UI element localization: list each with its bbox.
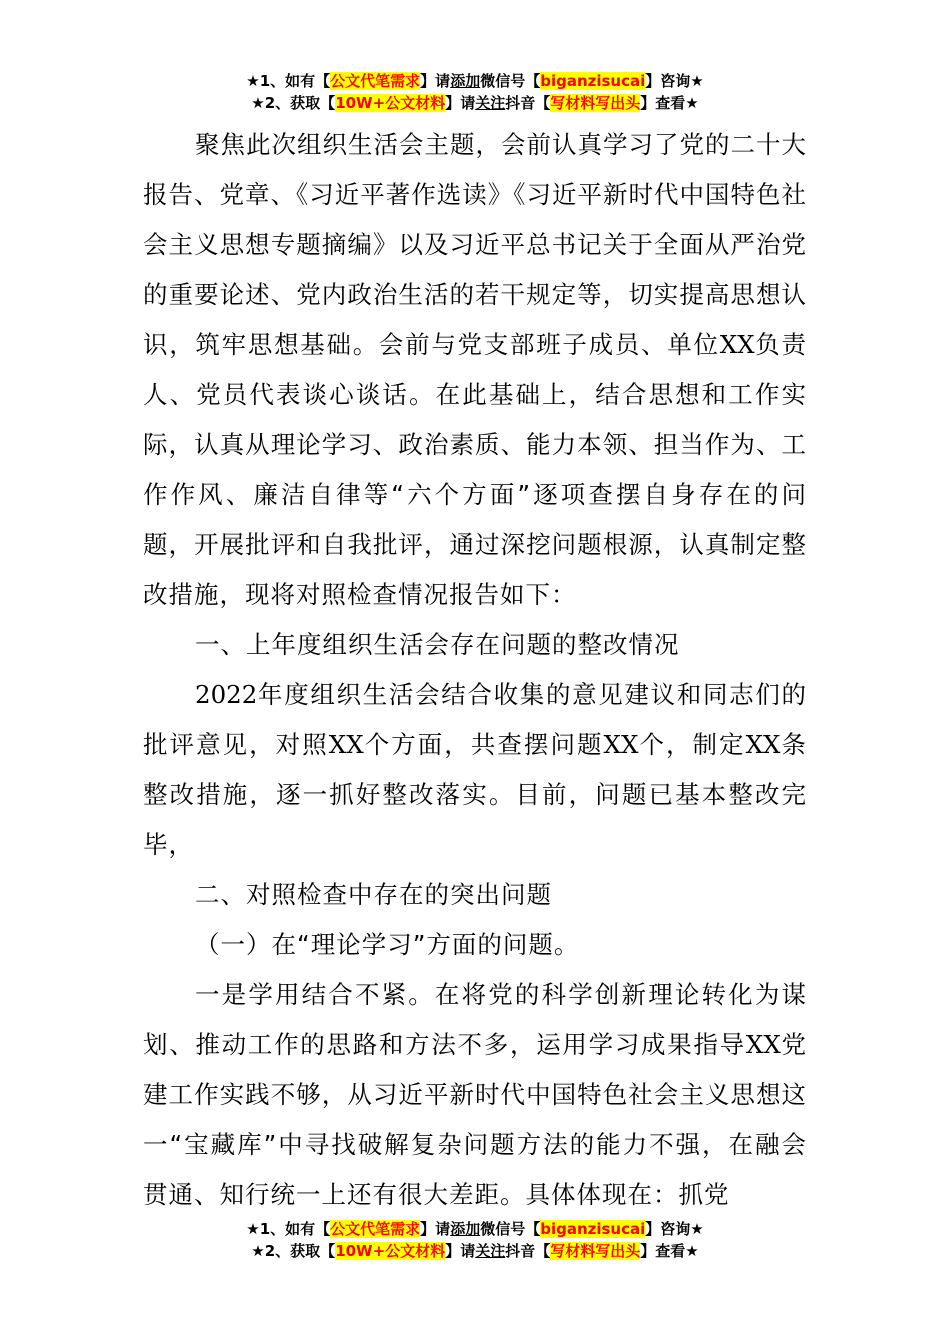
latin-run: XX xyxy=(745,1030,781,1059)
banner-line-1 xyxy=(0,70,950,92)
banner-text: 】请 xyxy=(420,72,451,90)
banner-underlined: 关注 xyxy=(475,1242,506,1260)
banner-highlight: 写材料写出头 xyxy=(550,94,641,112)
banner-highlight: 写材料写出头 xyxy=(550,1242,641,1260)
banner-text: 】请 xyxy=(420,1220,451,1238)
banner-highlight: 10W+公文材料 xyxy=(335,94,446,112)
banner-text: 】请 xyxy=(445,94,476,112)
latin-run: XX xyxy=(603,730,639,759)
subsection-heading-1: （一）在“理论学习”方面的问题。 xyxy=(195,930,580,959)
banner-text: 】咨询★ xyxy=(645,1220,704,1238)
banner-highlight: 公文代笔需求 xyxy=(330,72,421,90)
section-heading-2: 二、对照检查中存在的突出问题 xyxy=(195,880,552,909)
header-banner xyxy=(0,70,950,114)
section-heading-1: 一、上年度组织生活会存在问题的整改情况 xyxy=(195,630,680,659)
footer-banner xyxy=(0,1218,950,1262)
banner-text: 抖音【 xyxy=(505,1242,551,1260)
rectification-paragraph: 2022年度组织生活会结合收集的意见建议和同志们的批评意见，对照XX个方面，共查摆问题XX个，制定XX条整改措施，逐一抓好整改落实。目前，问题已基本整改完毕， xyxy=(143,680,808,859)
banner-underlined: 添加 xyxy=(450,1220,481,1238)
banner-text: ★2、获取【 xyxy=(251,94,336,112)
latin-run: 2022 xyxy=(195,680,258,709)
latin-run: XX xyxy=(328,730,364,759)
banner-text: ★2、获取【 xyxy=(251,1242,336,1260)
banner-text: 微信号【 xyxy=(480,72,541,90)
banner-text: ★1、如有【 xyxy=(246,1220,331,1238)
banner-underlined: 关注 xyxy=(475,94,506,112)
banner-highlight: 10W+公文材料 xyxy=(335,1242,446,1260)
latin-run: XX xyxy=(719,330,755,359)
banner-text: 抖音【 xyxy=(505,94,551,112)
banner-text: ★1、如有【 xyxy=(246,72,331,90)
banner-text: 微信号【 xyxy=(480,1220,541,1238)
banner-highlight: 公文代笔需求 xyxy=(330,1220,421,1238)
banner-text: 】查看★ xyxy=(640,94,699,112)
banner-line-2 xyxy=(0,92,950,114)
banner-line-2 xyxy=(0,1240,950,1262)
banner-highlight: biganzisucai xyxy=(540,1220,646,1238)
banner-line-1 xyxy=(0,1218,950,1240)
banner-text: 】查看★ xyxy=(640,1242,699,1260)
banner-underlined: 添加 xyxy=(450,72,481,90)
banner-text: 】咨询★ xyxy=(645,72,704,90)
latin-run: XX xyxy=(745,730,781,759)
banner-highlight: biganzisucai xyxy=(540,72,646,90)
intro-paragraph: 聚焦此次组织生活会主题，会前认真学习了党的二十大报告、党章、《习近平著作选读》《习近平新时代中国特色社会主义思想专题摘编》以及习近平总书记关于全面从严治党的重要论述、党内政治生活的若干规定等，切实提高思想认识，筑牢思想基础。会前与党支部班子成员、单位XX负责人、党员代表谈心谈话。在此基础上，结合思想和工作实际，认真从理论学习、政治素质、能力本领、担当作为、工作作风、廉洁自律等“六个方面”逐项查摆自身存在的问题，开展批评和自我批评，通过深挖问题根源，认真制定整改措施，现将对照检查情况报告如下： xyxy=(143,130,808,609)
problem-paragraph: 一是学用结合不紧。在将党的科学创新理论转化为谋划、推动工作的思路和方法不多，运用学习成果指导XX党建工作实践不够，从习近平新时代中国特色社会主义思想这一“宝藏库”中寻找破解复杂问题方法的能力不强，在融会贯通、知行统一上还有很大差距。具体体现在：抓党 xyxy=(143,980,808,1209)
document-body xyxy=(143,120,807,1220)
banner-text: 】请 xyxy=(445,1242,476,1260)
